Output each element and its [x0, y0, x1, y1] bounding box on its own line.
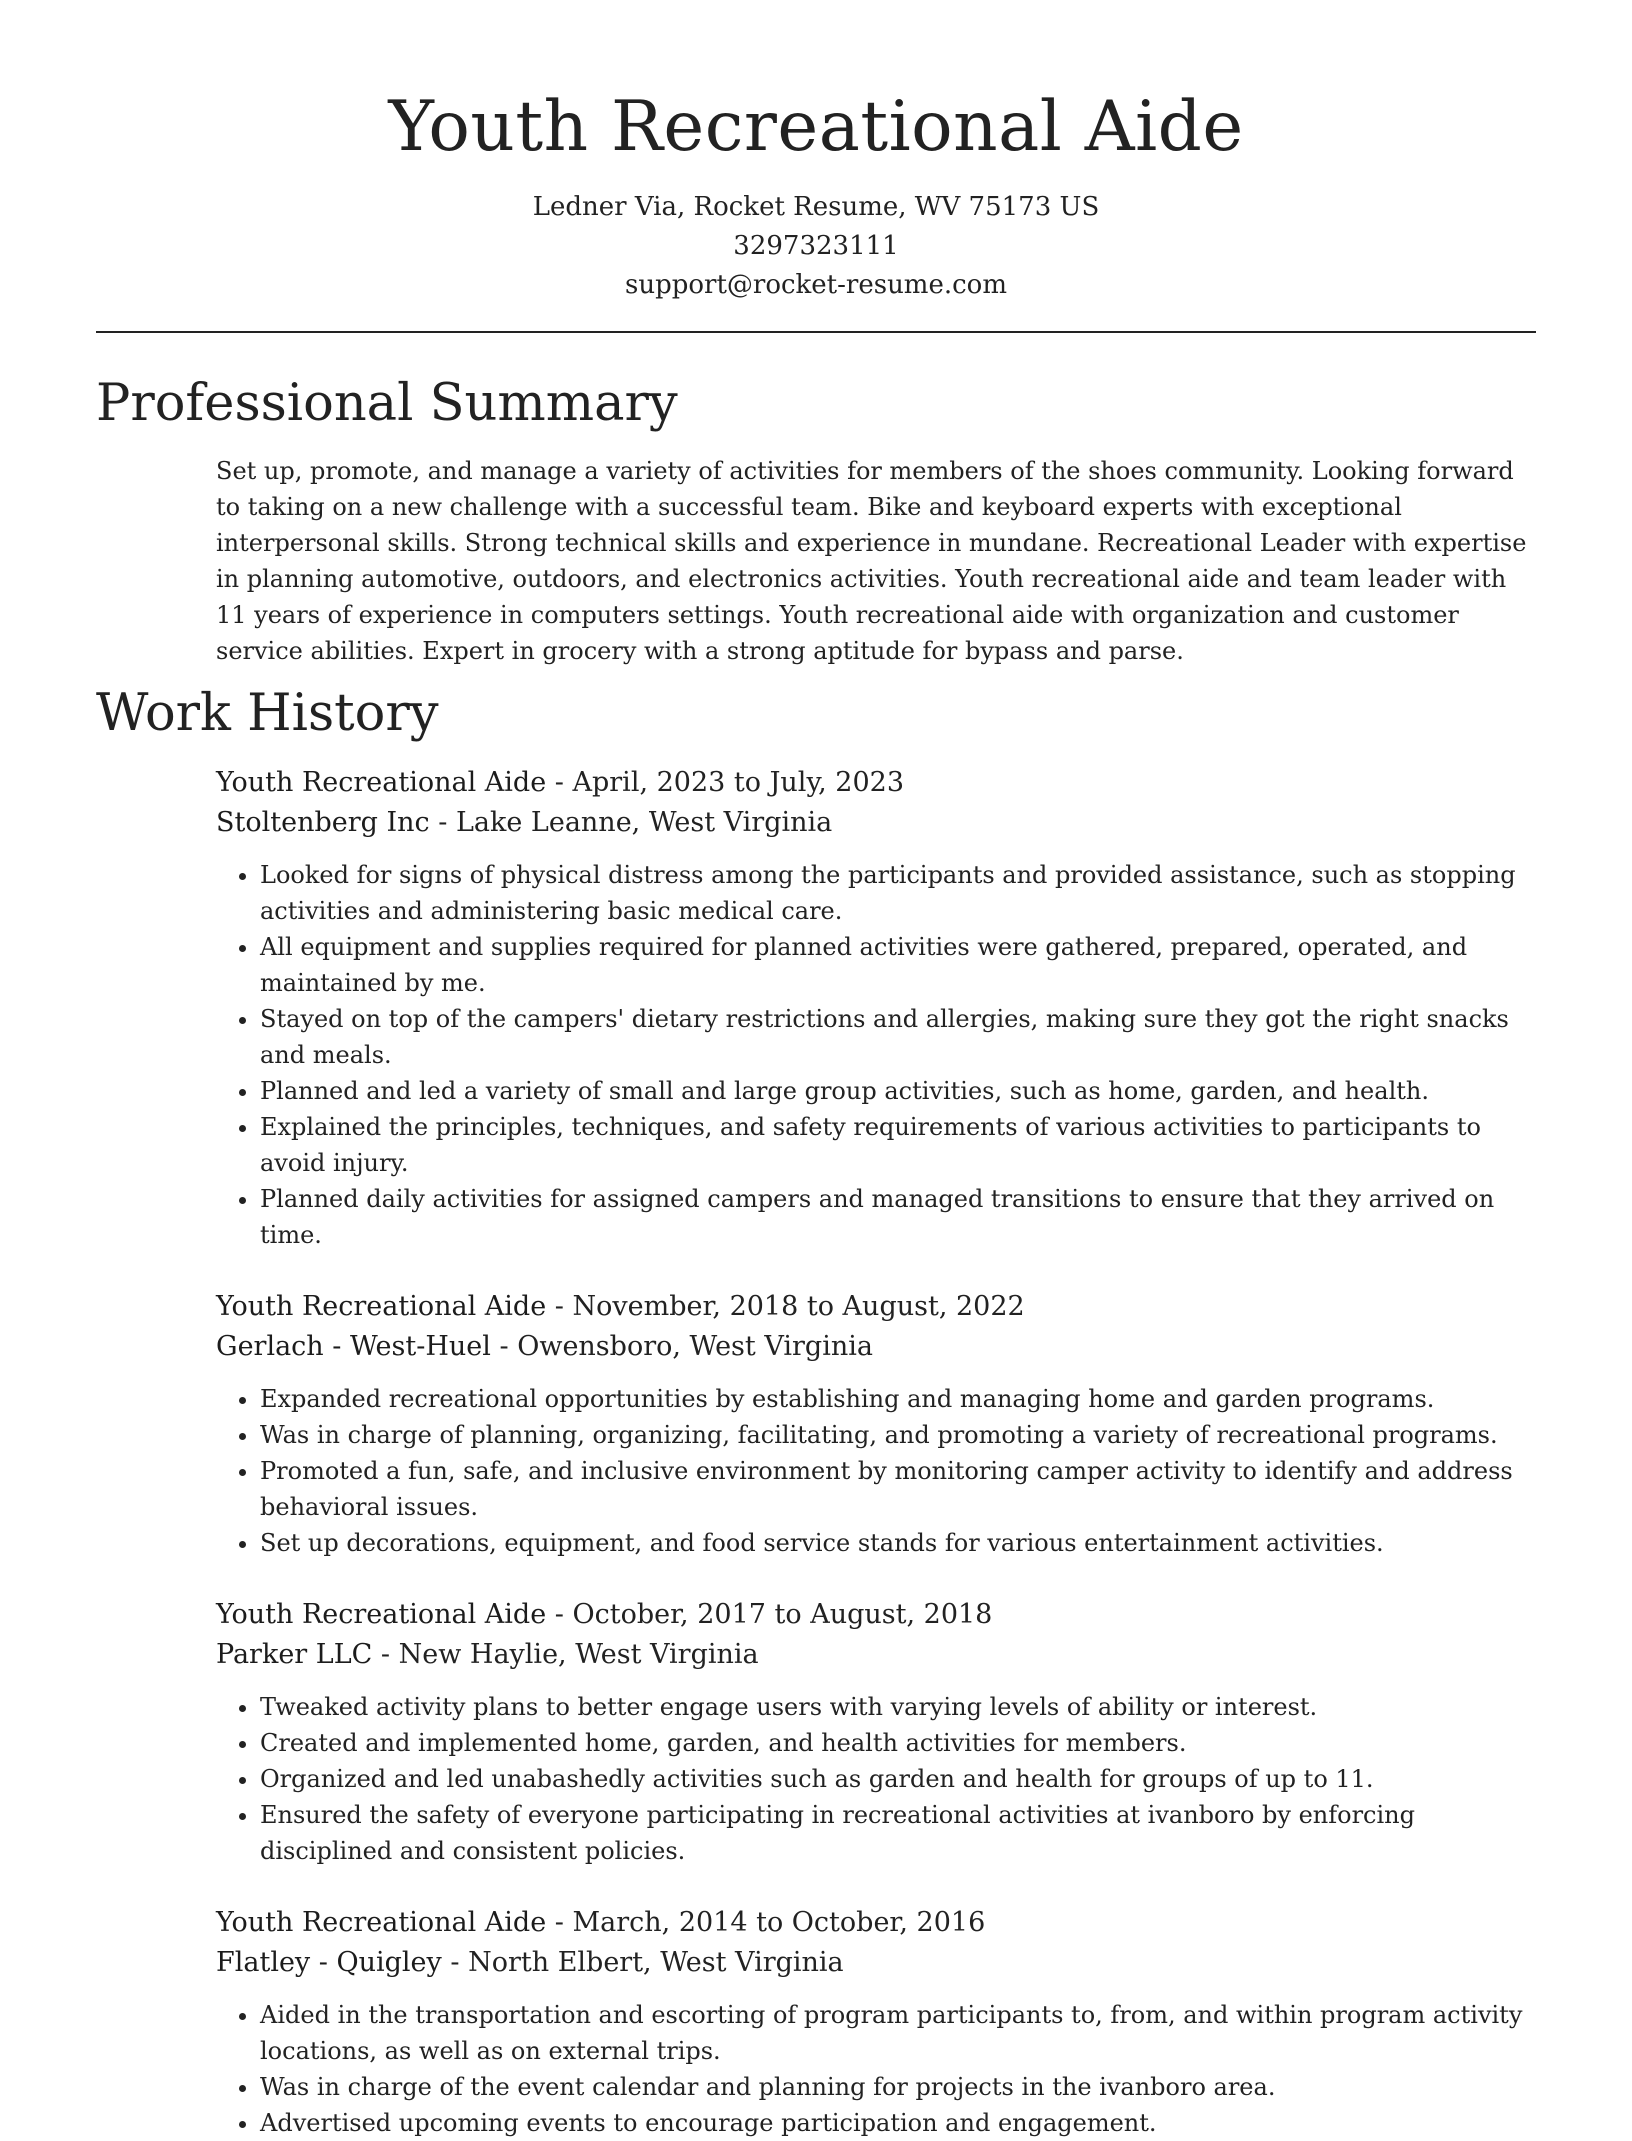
- summary-heading: Professional Summary: [96, 374, 678, 433]
- work-history-heading: Work History: [96, 684, 439, 743]
- job-bullet: • Explained the principles, techniques, and safety requirements of various activities to participants to avoid injury.: [260, 1109, 1536, 1181]
- address: Ledner Via, Rocket Resume, WV 75173 US: [532, 192, 1100, 222]
- job-bullet: • All equipment and supplies required for planned activities were gathered, prepared, operated, and maintained by me.: [260, 929, 1536, 1001]
- job-role: Youth Recreational Aide: [216, 767, 547, 798]
- job-entry: [216, 763, 1536, 1253]
- resume-header: [96, 0, 1536, 305]
- job-bullet: • Stayed on top of the campers' dietary restrictions and allergies, making sure they got the right snacks and meals.: [260, 1001, 1536, 1073]
- job-title-line: [216, 1287, 1536, 1327]
- job-bullet: • Was in charge of the event calendar and planning for projects in the ivanboro area.: [260, 2069, 1536, 2105]
- job-dates: - April, 2023 to July, 2023: [546, 767, 904, 798]
- job-dates: - October, 2017 to August, 2018: [546, 1599, 993, 1630]
- job-location: - North Elbert, West Virginia: [441, 1947, 844, 1978]
- job-role: Youth Recreational Aide: [216, 1907, 547, 1938]
- contact-info: [96, 188, 1536, 305]
- job-title-line: [216, 763, 1536, 803]
- job-dates: - November, 2018 to August, 2022: [546, 1291, 1025, 1322]
- job-company-line: [216, 1635, 1536, 1675]
- job-company: Parker LLC: [216, 1639, 373, 1670]
- job-bullet: • Set up decorations, equipment, and food service stands for various entertainment activities.: [260, 1525, 1536, 1561]
- job-entry: [216, 1287, 1536, 1561]
- email-address: support@rocket-resume.com: [624, 270, 1007, 300]
- work-history-list: [216, 763, 1536, 2141]
- job-title-line: [216, 1595, 1536, 1635]
- job-location: - Lake Leanne, West Virginia: [429, 807, 833, 838]
- job-title-line: [216, 1903, 1536, 1943]
- job-location: - Owensboro, West Virginia: [490, 1331, 873, 1362]
- job-company: Gerlach - West-Huel: [216, 1331, 491, 1362]
- phone-number: 3297323111: [733, 231, 899, 261]
- resume-page: [96, 0, 1536, 2141]
- job-company: Flatley - Quigley: [216, 1947, 442, 1978]
- job-bullet: • Was in charge of planning, organizing, facilitating, and promoting a variety of recreational programs.: [260, 1417, 1536, 1453]
- job-bullet: • Advertised upcoming events to encourage participation and engagement.: [260, 2105, 1536, 2141]
- job-bullets: [216, 1689, 1536, 1869]
- job-bullet: • Aided in the transportation and escorting of program participants to, from, and within program activity locations, as well as on external trips.: [260, 1997, 1536, 2069]
- candidate-name: Youth Recreational Aide: [388, 87, 1244, 167]
- job-company-line: [216, 803, 1536, 843]
- job-bullets: [216, 1997, 1536, 2141]
- job-entry: [216, 1595, 1536, 1869]
- job-company-line: [216, 1327, 1536, 1367]
- job-bullet: • Expanded recreational opportunities by establishing and managing home and garden programs.: [260, 1381, 1536, 1417]
- summary-text: Set up, promote, and manage a variety of activities for members of the shoes community. Looking forward to taking on a new challenge with a successful team. Bike and keyboard experts with exceptional interpersonal skills. Strong technical skills and experience in mundane. Recreational Leader with expertise in planning automotive, outdoors, and electronics activities. Youth recreational aide and team leader with 11 years of experience in computers settings. Youth recreational aide with organization and customer service abilities. Expert in grocery with a strong aptitude for bypass and parse.: [216, 457, 1527, 665]
- job-bullets: [216, 1381, 1536, 1561]
- header-divider: [96, 331, 1536, 333]
- job-bullet: • Organized and led unabashedly activities such as garden and health for groups of up to 11.: [260, 1761, 1536, 1797]
- job-bullet: • Ensured the safety of everyone participating in recreational activities at ivanboro by enforcing disciplined and consistent policies.: [260, 1797, 1536, 1869]
- job-bullet: • Looked for signs of physical distress among the participants and provided assistance, such as stopping activities and administering basic medical care.: [260, 857, 1536, 929]
- job-dates: - March, 2014 to October, 2016: [546, 1907, 986, 1938]
- job-bullet: • Planned and led a variety of small and large group activities, such as home, garden, and health.: [260, 1073, 1536, 1109]
- job-bullet: • Created and implemented home, garden, and health activities for members.: [260, 1725, 1536, 1761]
- job-role: Youth Recreational Aide: [216, 1291, 547, 1322]
- job-bullet: • Promoted a fun, safe, and inclusive environment by monitoring camper activity to identify and address behavioral issues.: [260, 1453, 1536, 1525]
- job-bullets: [216, 857, 1536, 1253]
- job-role: Youth Recreational Aide: [216, 1599, 547, 1630]
- job-company: Stoltenberg Inc: [216, 807, 430, 838]
- job-bullet: • Tweaked activity plans to better engage users with varying levels of ability or interest.: [260, 1689, 1536, 1725]
- job-location: - New Haylie, West Virginia: [372, 1639, 759, 1670]
- job-bullet: • Planned daily activities for assigned campers and managed transitions to ensure that they arrived on time.: [260, 1181, 1536, 1253]
- job-company-line: [216, 1943, 1536, 1983]
- job-entry: [216, 1903, 1536, 2141]
